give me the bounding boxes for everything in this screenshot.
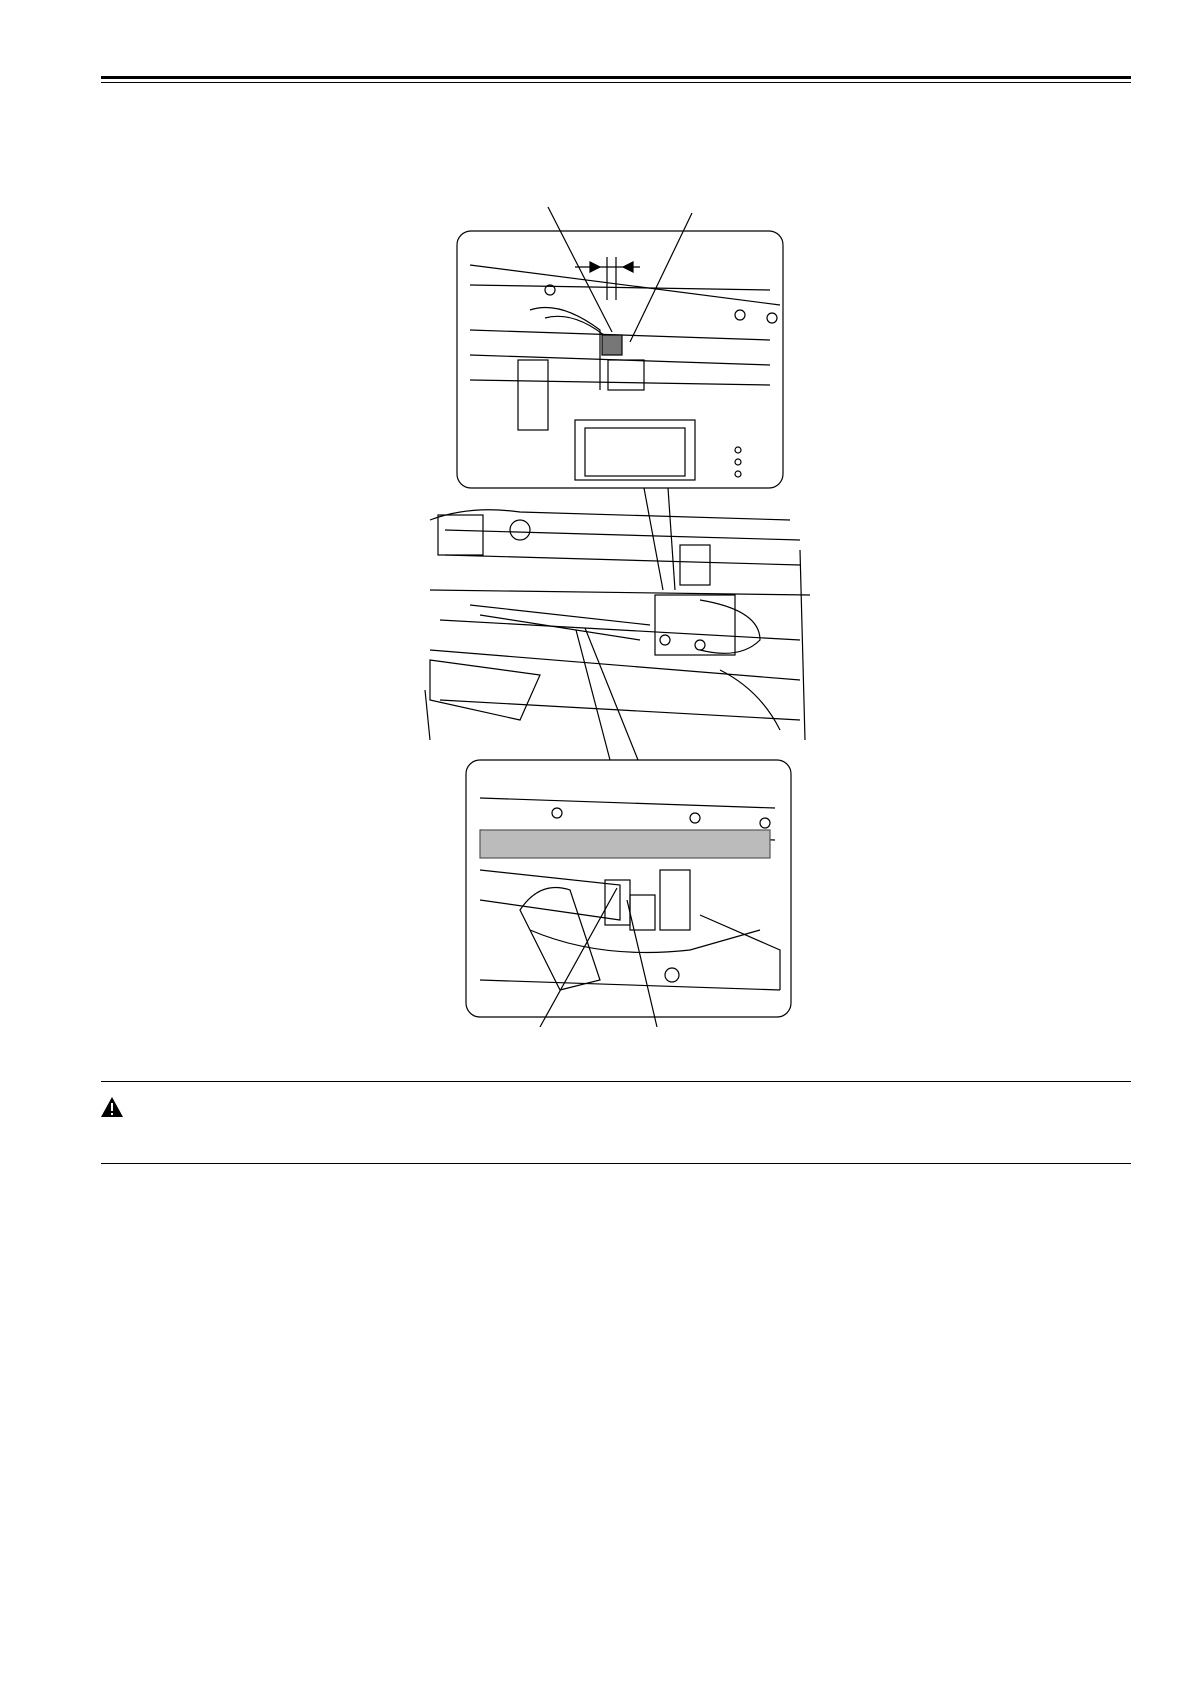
warning-triangle-icon: [100, 1096, 124, 1118]
leader-line: [548, 207, 612, 332]
caution-bottom-rule: [101, 1163, 1131, 1164]
caution-top-rule: [101, 1081, 1131, 1082]
leader-line: [630, 213, 692, 342]
bottom-inset-frame: [466, 760, 791, 1017]
